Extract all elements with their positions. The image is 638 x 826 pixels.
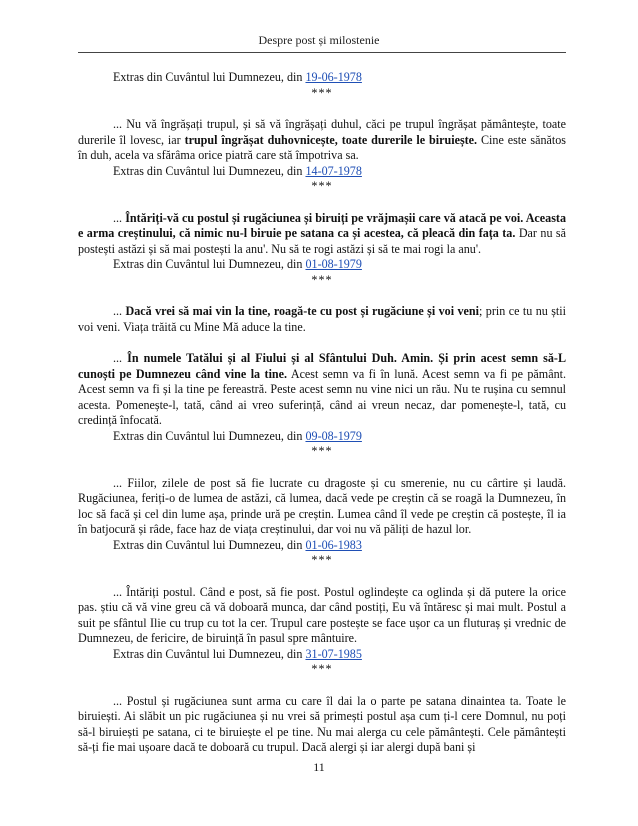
- source-line: [78, 429, 566, 445]
- page-body: [78, 70, 566, 756]
- text-run: ...: [113, 304, 126, 318]
- separator: ***: [311, 272, 333, 287]
- source-line: [78, 647, 566, 663]
- source-prefix: Extras din Cuvântul lui Dumnezeu, din: [113, 428, 306, 443]
- date-link[interactable]: 01-08-1979: [305, 257, 362, 271]
- separator: ***: [311, 444, 333, 458]
- text-run: ... Nu vă îngrășați trupul, și să vă îngrășați duhul, căci pe trupul îngrășat pământește, toate durerile îl lovesc, iar: [78, 117, 566, 147]
- source-line: [78, 538, 566, 554]
- paragraph: [78, 351, 566, 429]
- separator: ***: [311, 553, 333, 567]
- date-link[interactable]: 31-07-1985: [305, 646, 362, 661]
- bold-text: trupul îngrășat duhovnicește, toate durerile le biruiește.: [184, 132, 478, 147]
- text-run: ...: [113, 351, 128, 365]
- text-run: Dar nu să postești astăzi și să mai postești la anu'. Nu să te rogi astăzi și să te mai rogi la anu'.: [78, 226, 567, 256]
- source-prefix: Extras din Cuvântul lui Dumnezeu, din: [113, 537, 306, 552]
- paragraph: [78, 117, 566, 164]
- bold-text: În numele Tatălui și al Fiului și al Sfântului Duh. Amin. Și prin acest semn să-L cunoști pe Dumnezeu când vine la tine.: [78, 351, 567, 381]
- text-run: Cine este sănătos în duh, acela va sfărâma orice piatră care stă împotriva sa.: [78, 132, 566, 162]
- text-run: ; prin ce tu nu știi voi veni. Viața trăită cu Mine Mă aduce la tine.: [78, 304, 566, 334]
- page-number: 11: [313, 760, 325, 774]
- header-rule: [78, 52, 566, 53]
- date-link[interactable]: 14-07-1978: [305, 163, 362, 178]
- paragraph: ... Fiilor, zilele de post să fie lucrate cu dragoste și cu smerenie, nu cu cârtire și laudă. Rugăciunea, feriți-o de lumea de astăzi, că lumea, dacă vede pe creștin că se roagă la Dumnezeu, în loc să facă și cel din lume așa, prinde ură pe creștin. Lumea când îl vede pe creștin că postește, îl ia în batjocură și râde, face haz de viața creștinului, dar voi nu vă păliți de hazul lor.: [78, 475, 566, 536]
- separator: ***: [311, 662, 333, 676]
- source-line: [78, 257, 566, 273]
- source-line: [78, 70, 566, 86]
- source-line: [78, 164, 566, 180]
- bold-text: Întăriți-vă cu postul și rugăciunea și biruiți pe vrăjmașii care vă atacă pe voi. Aceasta e arma creștinului, că nimic nu-l biruie pe satana ca și acestea, că pleacă din fața ta.: [78, 210, 566, 240]
- paragraph: ... Postul și rugăciunea sunt arma cu care îl dai la o parte pe satana dinaintea ta. Toate le biruiești. Ai slăbit un pic rugăciunea și nu vrei să primești postul așa cum ți-l cere Domnul, nu poți să-l biruiești pe satana, ci te biruiește el pe tine. Nu mai alerga cu cele pământești. Cele pământești să-ți fie mai ușoare dacă te doboară cu trupul. Dacă alergi și iar alergi după bani și: [78, 693, 566, 754]
- text-run: ...: [113, 210, 126, 225]
- source-prefix: Extras din Cuvântul lui Dumnezeu, din: [113, 163, 306, 178]
- bold-text: Dacă vrei să mai vin la tine, roagă-te cu post și rugăciune și voi veni: [125, 304, 480, 318]
- separator: ***: [311, 85, 333, 100]
- paragraph: [78, 304, 566, 335]
- date-link[interactable]: 01-06-1983: [305, 537, 362, 552]
- paragraph: ... Întăriți postul. Când e post, să fie post. Postul oglindește ca oglinda și dă putere la orice pas. știu că vă vine greu că vă doboară munca, dar când postiți, Eu vă întăresc și mai mult. Postul a suit pe sfântul Ilie cu trup cu tot la cer. Trupul care postește se face ușor ca un fluturaș și vrednic de Dumnezeu, de fericire, de biruință în pasul spre mântuire.: [78, 584, 566, 645]
- date-link[interactable]: 09-08-1979: [305, 428, 362, 443]
- source-prefix: Extras din Cuvântul lui Dumnezeu, din: [113, 70, 306, 84]
- separator: ***: [311, 179, 333, 193]
- source-prefix: Extras din Cuvântul lui Dumnezeu, din: [113, 257, 306, 271]
- paragraph: [78, 211, 566, 258]
- text-run: Acest semn va fi în lună. Acest semn va fi pe pământ. Acest semn va fi și la tine pe fereastră. Peste acest semn nu vine nici un rău. Nu te rușina cu semnul acesta. Pomenește-l, tată, când ai vreo suferință, când ai vreun necaz, dar pomenește-l, tată, cu credință înfocată.: [78, 366, 566, 427]
- source-prefix: Extras din Cuvântul lui Dumnezeu, din: [113, 646, 306, 661]
- running-header: Despre post și milostenie: [258, 33, 380, 47]
- date-link[interactable]: 19-06-1978: [305, 70, 362, 84]
